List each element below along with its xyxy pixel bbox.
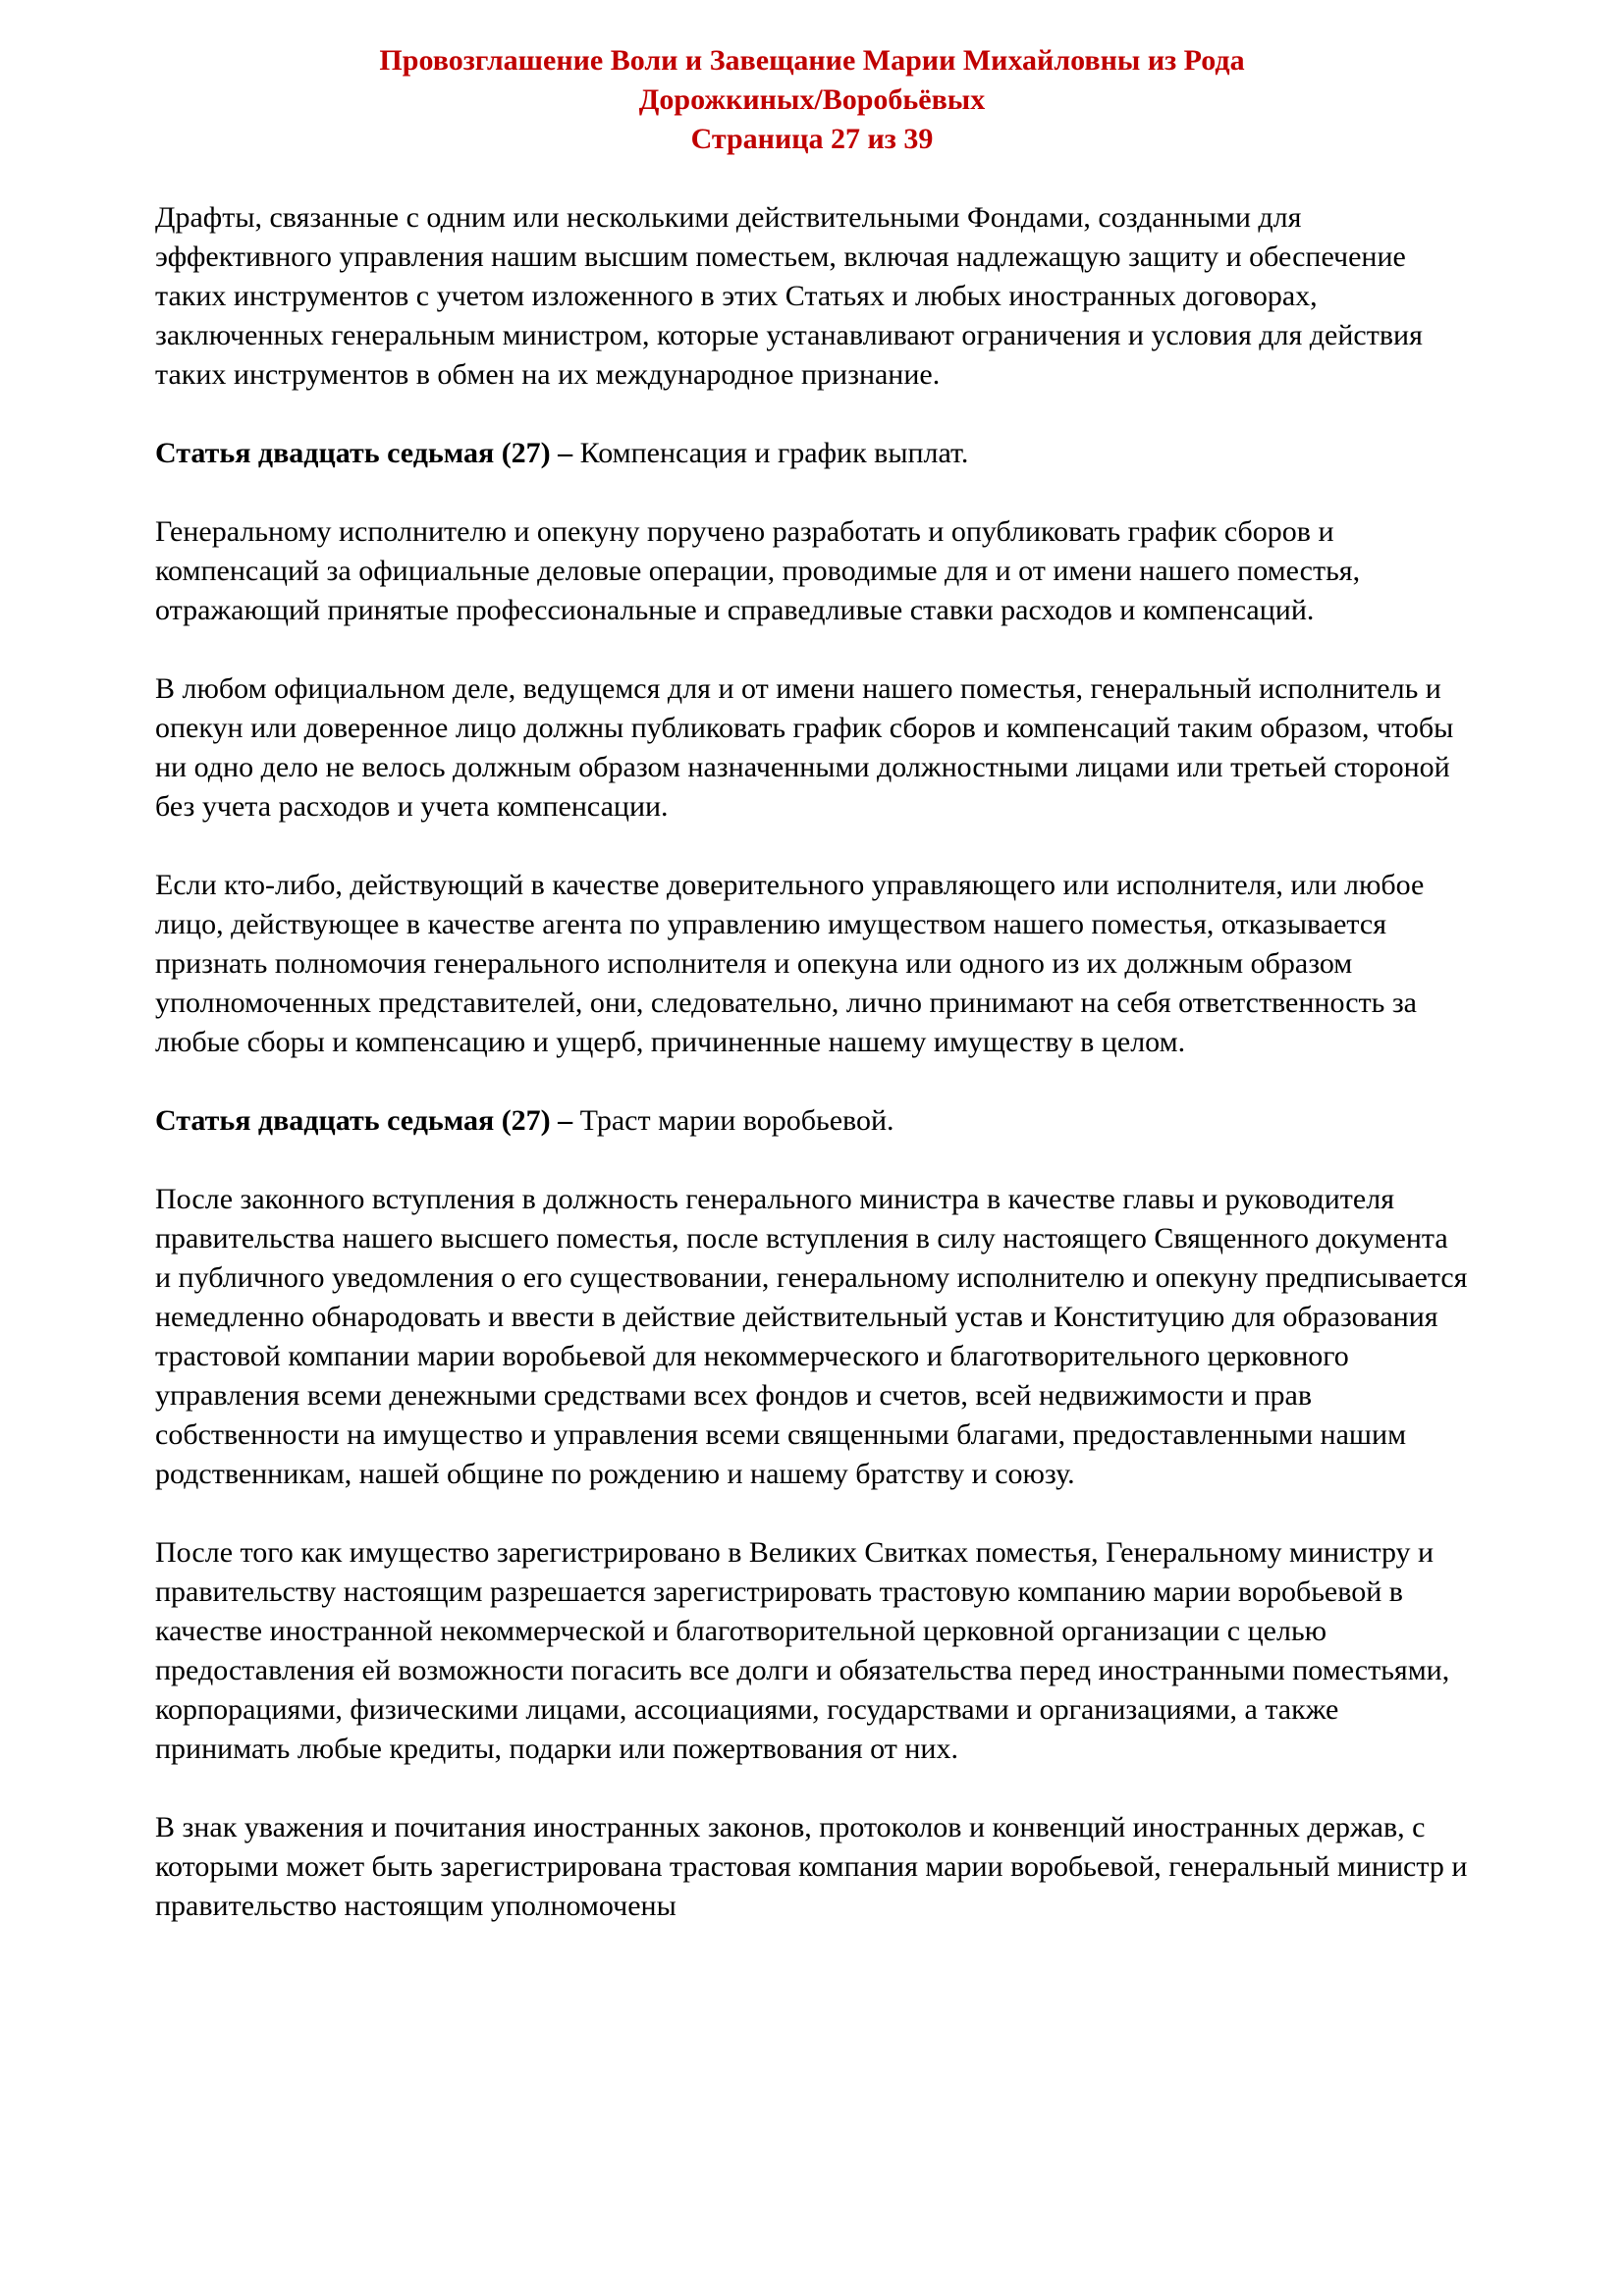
article-heading: [155, 1101, 1469, 1141]
article-heading: [155, 434, 1469, 473]
article-heading-number: Статья двадцать седьмая (27) –: [155, 1104, 573, 1137]
article-heading-title: Компенсация и график выплат.: [572, 437, 969, 469]
paragraph: В любом официальном деле, ведущемся для и от имени нашего поместья, генеральный исполнитель и опекун или доверенное лицо должны публиковать график сборов и компенсаций таким образом, чтобы ни одно дело не велось должным образом назначенными должностными лицами или третьей стороной без учета расходов и учета компенсации.: [155, 672, 1454, 823]
paragraph: Драфты, связанные с одним или несколькими действительными Фондами, созданными для эффективного управления нашим высшим поместьем, включая надлежащую защиту и обеспечение таких инструментов с учетом изложенного в этих Статьях и любых иностранных договорах, заключенных генеральным министром, которые устанавливают ограничения и условия для действия таких инструментов в обмен на их международное признание.: [155, 201, 1423, 391]
paragraph: Генеральному исполнителю и опекуну поручено разработать и опубликовать график сборов и компенсаций за официальные деловые операции, проводимые для и от имени нашего поместья, отражающий принятые профессиональные и справедливые ставки расходов и компенсаций.: [155, 515, 1361, 626]
paragraph: Если кто-либо, действующий в качестве доверительного управляющего или исполнителя, или любое лицо, действующее в качестве агента по управлению имуществом нашего поместья, отказывается признать полномочия генерального исполнителя и опекуна или одного из их должным образом уполномоченных представителей, они, следовательно, лично принимают на себя ответственность за любые сборы и компенсацию и ущерб, причиненные нашему имуществу в целом.: [155, 869, 1425, 1058]
paragraph: После законного вступления в должность генерального министра в качестве главы и руководителя правительства нашего высшего поместья, после вступления в силу настоящего Священного документа и публичного уведомления о его существовании, генеральному исполнителю и опекуну предписывается немедленно обнародовать и ввести в действие действительный устав и Конституцию для образования трастовой компании марии воробьевой для некоммерческого и благотворительного церковного управления всеми денежными средствами всех фондов и счетов, всей недвижимости и прав собственности на имущество и управления всеми священными благами, предоставленными нашим родственникам, нашей общине по рождению и нашему братству и союзу.: [155, 1183, 1468, 1490]
title-line-2: Дорожкиных/Воробьёвых: [638, 83, 986, 116]
article-heading-number: Статья двадцать седьмая (27) –: [155, 437, 573, 469]
document-body: [155, 198, 1469, 1926]
title-line-1: Провозглашение Воли и Завещание Марии Михайловны из Рода: [379, 44, 1245, 77]
paragraph: После того как имущество зарегистрировано в Великих Свитках поместья, Генеральному министру и правительству настоящим разрешается зарегистрировать трастовую компанию марии воробьевой в качестве иностранной некоммерческой и благотворительной церковной организации с целью предоставления ей возможности погасить все долги и обязательства перед иностранными поместьями, корпорациями, физическими лицами, ассоциациями, государствами и организациями, а также принимать любые кредиты, подарки или пожертвования от них.: [155, 1536, 1450, 1765]
document-title: [155, 41, 1469, 159]
paragraph: В знак уважения и почитания иностранных законов, протоколов и конвенций иностранных держав, с которыми может быть зарегистрирована трастовая компания марии воробьевой, генеральный министр и правительство настоящим уполномочены: [155, 1811, 1468, 1922]
page-number-line: Страница 27 из 39: [690, 123, 934, 155]
article-heading-title: Траст марии воробьевой.: [572, 1104, 894, 1137]
